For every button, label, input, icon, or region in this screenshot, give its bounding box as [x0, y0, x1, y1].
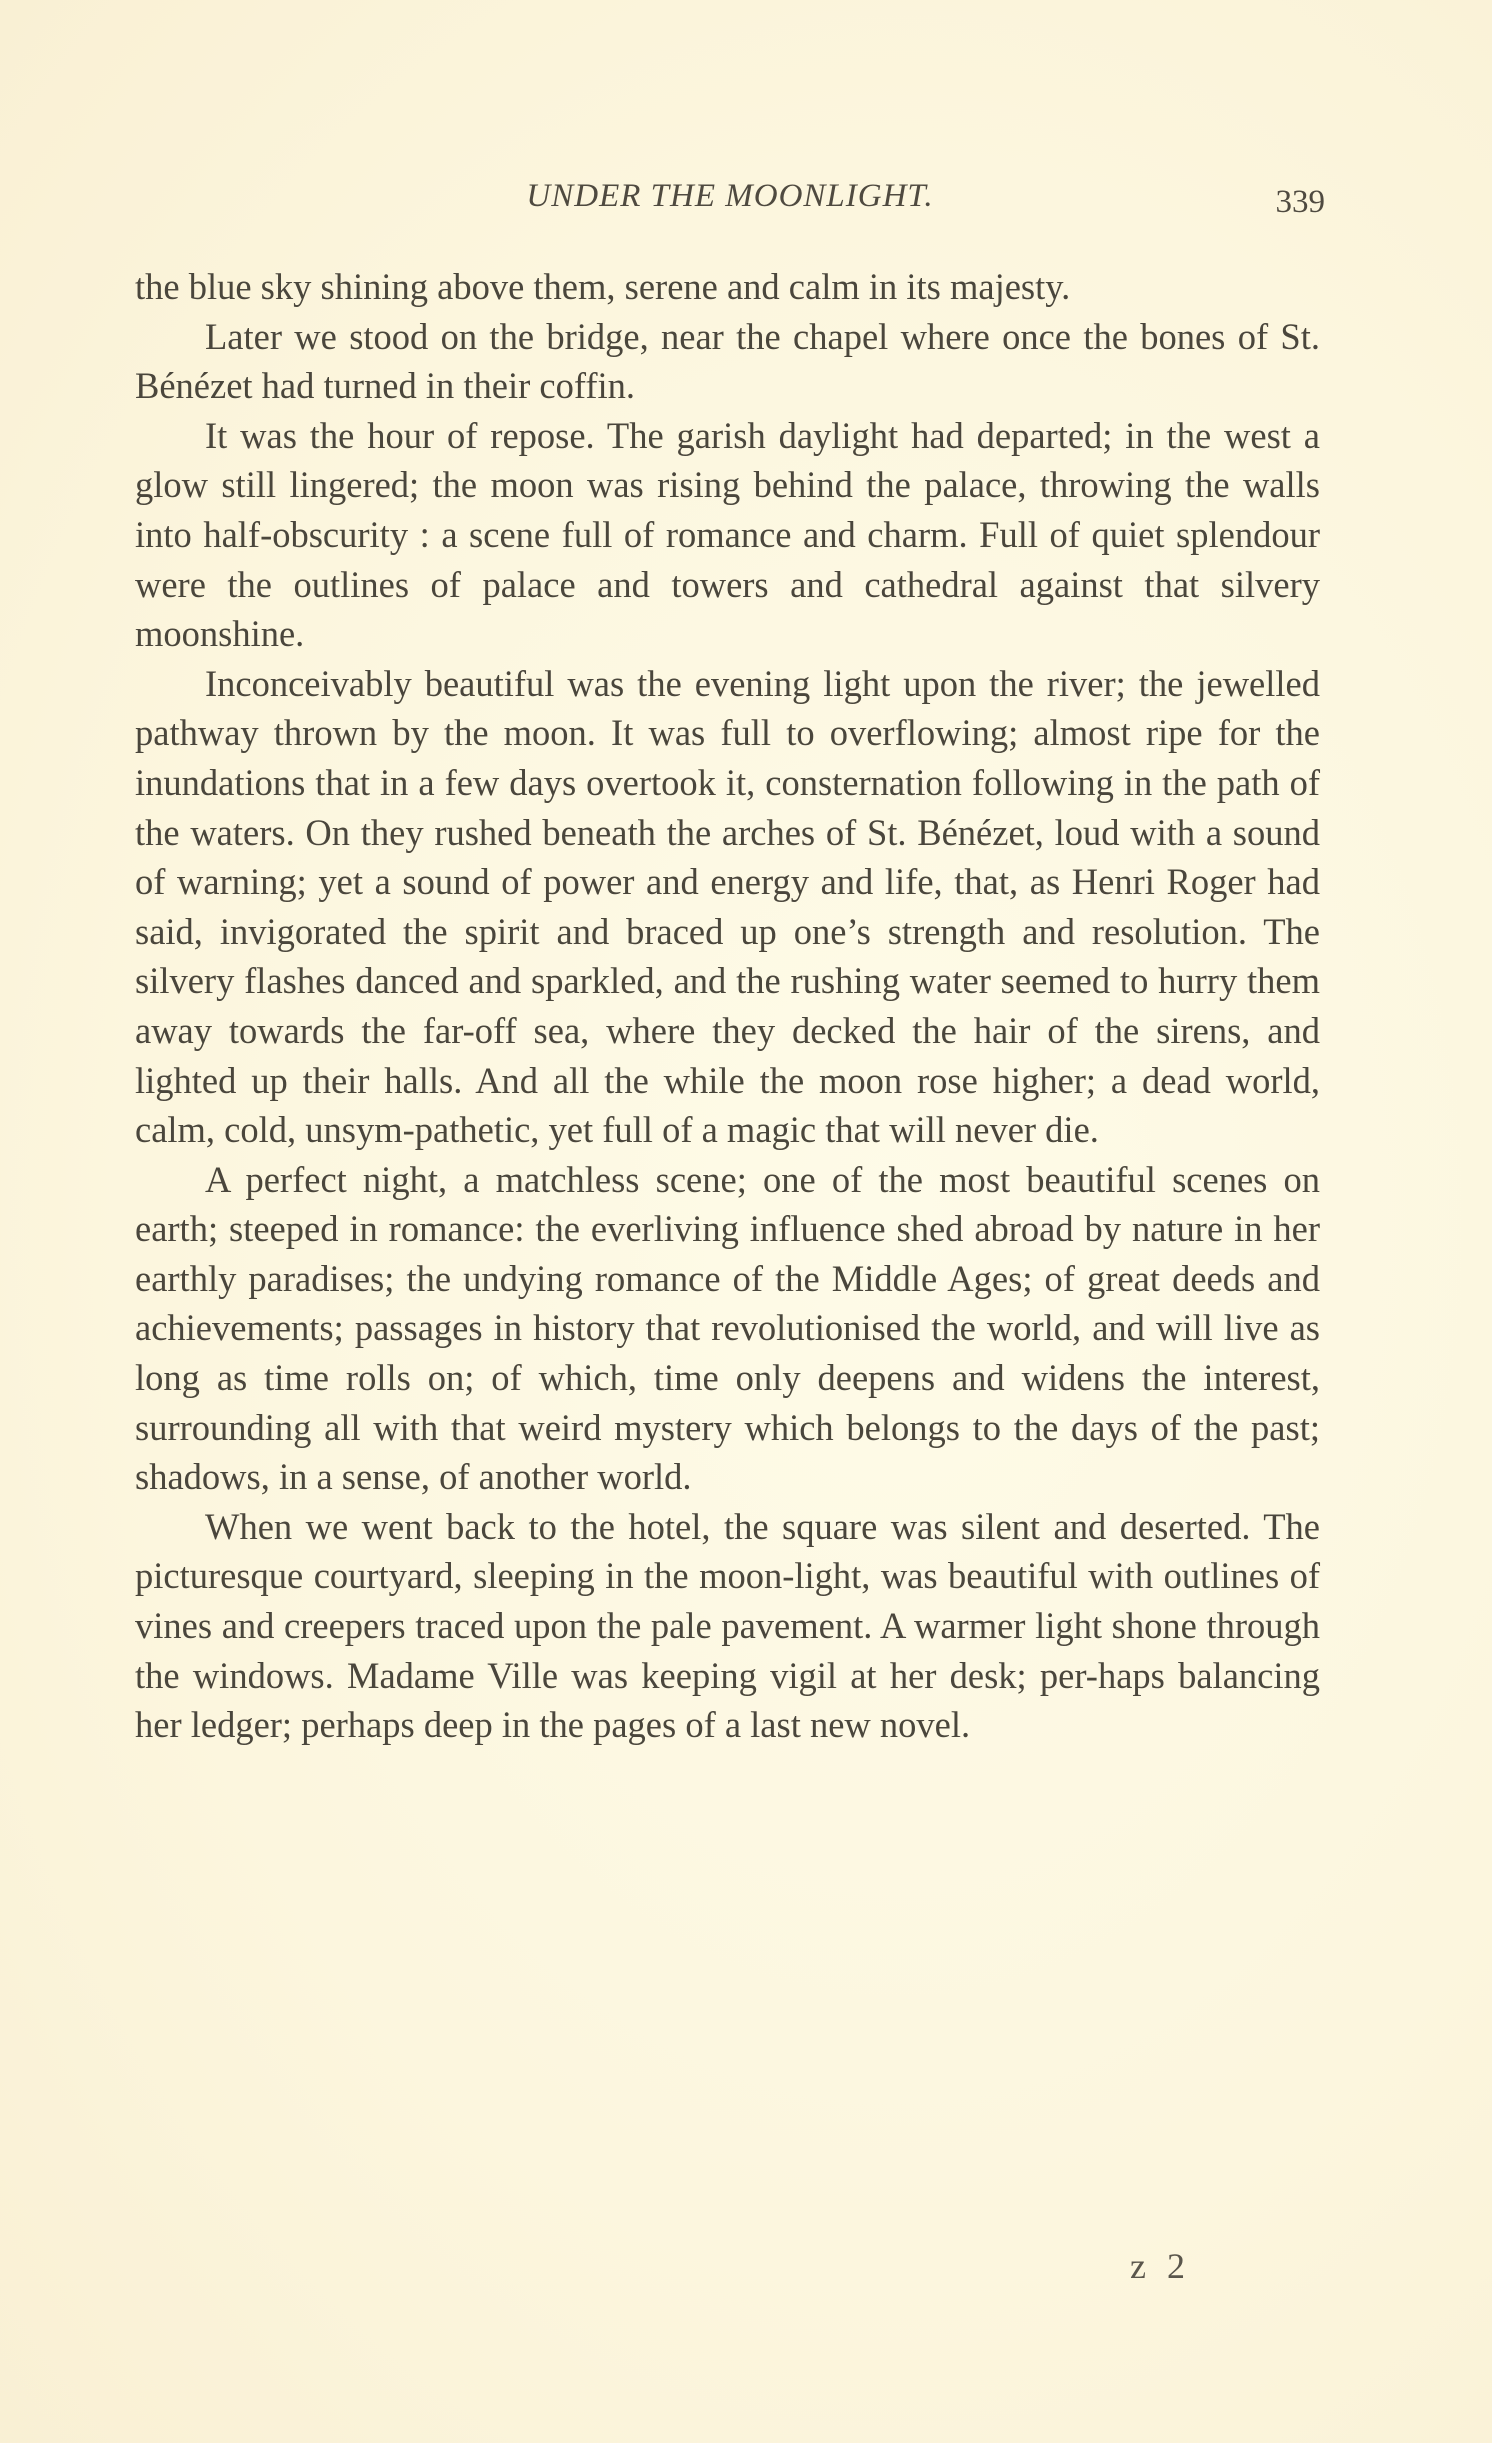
body-text [135, 262, 1320, 1750]
paragraph-bridge: Later we stood on the bridge, near the chapel where once the bones of St. Bénézet had turned in their coffin. [135, 315, 1320, 407]
page-number: 339 [1275, 184, 1325, 220]
paragraph-hotel: When we went back to the hotel, the square was silent and deserted. The picturesque courtyard, sleeping in the moon-light, was beautiful with outlines of vines and creepers traced upon the pale pavement. A warmer light shone through the windows. Madame Ville was keeping vigil at her desk; per-haps balancing her ledger; perhaps deep in the pages of a last new novel. [135, 1505, 1320, 1746]
paragraph-evening-light: Inconceivably beautiful was the evening light upon the river; the jewelled pathway thrown by the moon. It was full to overflowing; almost ripe for the inundations that in a few days overtook it, consternation following in the path of the waters. On they rushed beneath the arches of St. Bénézet, loud with a sound of warning; yet a sound of power and energy and life, that, as Henri Roger had said, invigorated the spirit and braced up one’s strength and resolution. The silvery flashes danced and sparkled, and the rushing water seemed to hurry them away towards the far-off sea, where they decked the hair of the sirens, and lighted up their halls. And all the while the moon rose higher; a dead world, calm, cold, unsym-pathetic, yet full of a magic that will never die. [135, 662, 1320, 1151]
paragraph-perfect-night: A perfect night, a matchless scene; one of the most beautiful scenes on earth; steeped in romance: the everliving influence shed abroad by nature in her earthly paradises; the undying romance of the Middle Ages; of great deeds and achievements; passages in history that revolutionised the world, and will live as long as time rolls on; of which, time only deepens and widens the interest, surrounding all with that weird mystery which belongs to the days of the past; shadows, in a sense, of another world. [135, 1158, 1320, 1498]
signature-mark: z 2 [1130, 2246, 1191, 2286]
paragraph-continued: the blue sky shining above them, serene and calm in its majesty. [135, 266, 1071, 307]
running-head [135, 178, 1325, 222]
paragraph-hour-of-repose: It was the hour of repose. The garish daylight had departed; in the west a glow still lingered; the moon was rising behind the palace, throwing the walls into half-obscurity : a scene full of romance and charm. Full of quiet splendour were the outlines of palace and towers and cathedral against that silvery moonshine. [135, 414, 1320, 655]
running-title: UNDER THE MOONLIGHT. [526, 178, 934, 214]
